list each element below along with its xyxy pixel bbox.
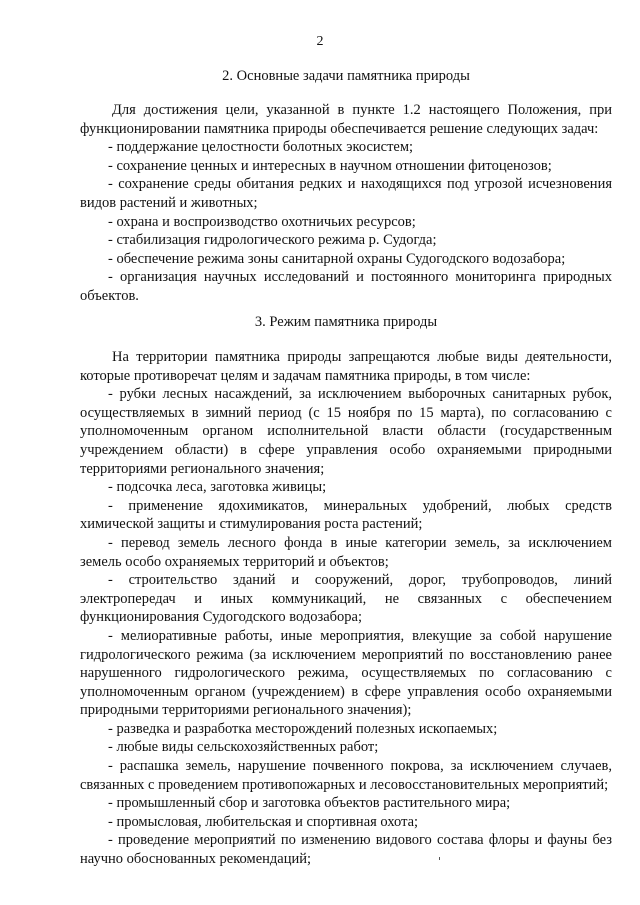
page-number: 2: [316, 34, 324, 49]
section-2-item: - сохранение среды обитания редких и находящихся под угрозой исчезновения видов растений и животных;: [80, 176, 612, 211]
section-2-item: - поддержание целостности болотных экосистем;: [108, 139, 414, 156]
scan-speck: [439, 857, 440, 860]
section-3-item: - распашка земель, нарушение почвенного покрова, за исключением случаев, связанных с проведением противопожарных и лесовосстановительных мероприятий;: [80, 758, 612, 793]
section-3-item: - промышленный сбор и заготовка объектов растительного мира;: [108, 795, 511, 812]
section-3-item: - применение ядохимикатов, минеральных удобрений, любых средств химической защиты и стимулирования роста растений;: [80, 497, 612, 533]
section-3-item: - разведка и разработка месторождений полезных ископаемых;: [108, 720, 498, 737]
section-2-item: - охрана и воспроизводство охотничьих ресурсов;: [108, 213, 416, 230]
section-3-item: - мелиоративные работы, иные мероприятия, влекущие за собой нарушение гидрологического режима (за исключением мероприятий по восстановлению ранее нарушенного гидрологического режима, осуществляемых по согласованию с уполномоченным органом (учреждением) в сфере управления особо охраняемыми природными территориями регионального значения);: [80, 627, 612, 719]
section-2-body: [80, 101, 612, 306]
section-3-intro: На территории памятника природы запрещаются любые виды деятельности, которые противоречат целям и задачам памятника природы, в том числе:: [80, 349, 612, 384]
section-3-title: 3. Режим памятника природы: [254, 314, 438, 330]
section-2-item: - стабилизация гидрологического режима р. Судогда;: [108, 232, 437, 249]
section-3-item: - перевод земель лесного фонда в иные категории земель, за исключением земель особо охраняемых территорий и объектов;: [80, 534, 612, 570]
section-2-item: - организация научных исследований и постоянного мониторинга природных объектов.: [80, 269, 612, 304]
section-3-item: - строительство зданий и сооружений, дорог, трубопроводов, линий электропередач и иных коммуникаций, не связанных с обеспечением функционирования Судогодского водозабора;: [80, 572, 612, 626]
section-3-item: - любые виды сельскохозяйственных работ;: [108, 739, 379, 756]
section-2-item: - сохранение ценных и интересных в научном отношении фитоценозов;: [108, 157, 552, 174]
section-3-item: - проведение мероприятий по изменению видового состава флоры и фауны без научно обоснованных рекомендаций;: [80, 832, 612, 868]
section-2-item: - обеспечение режима зоны санитарной охраны Судогодского водозабора;: [108, 250, 566, 267]
section-3-item: - рубки лесных насаждений, за исключением выборочных санитарных рубок, осуществляемых в зимний период (с 15 ноября по 15 марта), по согласованию с уполномоченным органом исполнительной власти области (государственным учреждением области) в сфере управления особо охраняемыми природными территориями регионального значения;: [80, 386, 612, 477]
section-3-item: - подсочка леса, заготовка живицы;: [108, 479, 327, 496]
section-3-item: - промысловая, любительская и спортивная охота;: [108, 813, 419, 830]
section-2-intro: Для достижения цели, указанной в пункте 1.2 настоящего Положения, при функционировании памятника природы обеспечивается решение следующих задач:: [80, 102, 612, 137]
section-2-title: 2. Основные задачи памятника природы: [222, 68, 470, 84]
section-3-body: [80, 348, 612, 869]
